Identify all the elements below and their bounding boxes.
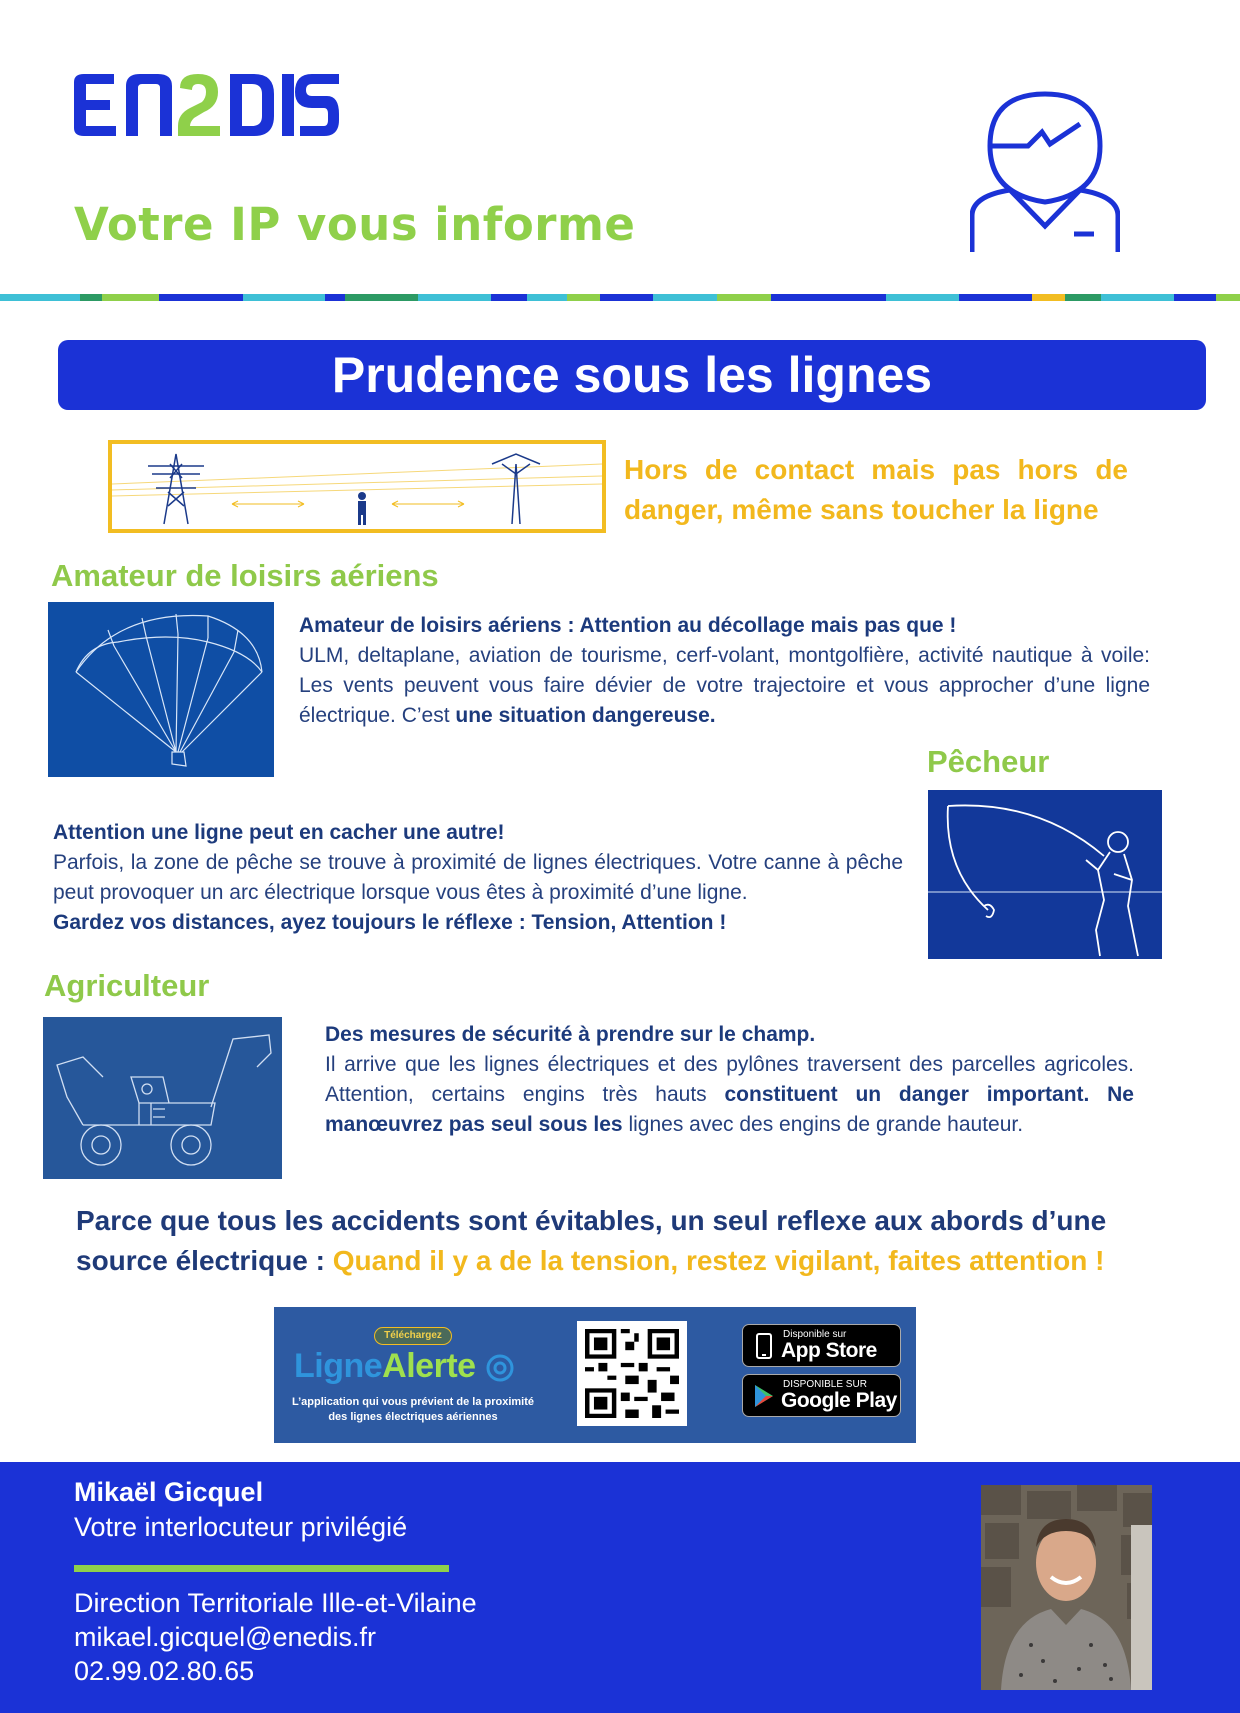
download-badge: Téléchargez [374, 1327, 452, 1345]
section-text-farmer [325, 1020, 1134, 1140]
contact-name: Mikaël Gicquel [74, 1477, 264, 1507]
app-store-button[interactable] [742, 1324, 901, 1367]
contact-email[interactable]: mikael.gicquel@enedis.fr [74, 1622, 377, 1652]
closing-text: Parce que tous les accidents sont évitables, un seul reflexe aux abords d’une source électrique : [76, 1205, 1107, 1276]
contact-footer [0, 1462, 1240, 1713]
farmer-tail: lignes avec des engins de grande hauteur. [622, 1113, 1024, 1136]
divider [74, 1565, 449, 1572]
google-play-label: Google Play [781, 1389, 897, 1412]
phone-icon [753, 1333, 775, 1359]
app-name [294, 1347, 515, 1386]
fisher-emphasis: Gardez vos distances, ayez toujours le réflexe : Tension, Attention ! [53, 911, 727, 934]
signal-icon [485, 1353, 515, 1383]
closing-highlight: Quand il y a de la tension, restez vigilant, faites attention ! [332, 1245, 1105, 1276]
farmer-emphasis: constituent un danger important. Ne manœuvrez pas seul sous les [325, 1083, 1134, 1136]
google-play-small: DISPONIBLE SUR [783, 1379, 867, 1390]
paraglider-icon [48, 602, 274, 777]
app-tagline: L’application qui vous prévient de la proximité des lignes électriques aériennes [291, 1396, 535, 1423]
qr-code[interactable] [577, 1321, 687, 1426]
play-icon [753, 1383, 775, 1409]
contact-phone[interactable]: 02.99.02.80.65 [74, 1656, 255, 1686]
contact-direction: Direction Territoriale Ille-et-Vilaine [74, 1588, 477, 1618]
contact-role: Votre interlocuteur privilégié [74, 1512, 408, 1542]
section-text-fisher [53, 818, 903, 938]
section-text-aerial [299, 611, 1150, 731]
fisherman-icon [928, 790, 1162, 959]
app-store-small: Disponible sur [783, 1329, 847, 1340]
farmer-lead: Des mesures de sécurité à prendre sur le champ. [325, 1023, 816, 1046]
decorative-stripe [0, 294, 1240, 301]
avatar [981, 1485, 1152, 1690]
section-title-aerial: Amateur de loisirs aériens [51, 558, 439, 593]
page-title: Prudence sous les lignes [331, 347, 933, 403]
app-name-part1: Ligne [294, 1347, 383, 1385]
fisher-lead: Attention une ligne peut en cacher une autre! [53, 821, 505, 844]
person-icon [970, 84, 1120, 254]
enedis-logo [74, 74, 339, 136]
aerial-lead: Amateur de loisirs aériens : Attention au décollage mais pas que ! [299, 614, 957, 637]
power-line-icon [112, 444, 602, 529]
app-name-part2: Alerte [382, 1347, 476, 1385]
google-play-button[interactable] [742, 1374, 901, 1417]
fisher-body: Parfois, la zone de pêche se trouve à proximité de lignes électriques. Votre canne à pêche peut provoquer un arc électrique lorsque vous êtes à proximité d’une ligne. [53, 851, 903, 904]
aerial-emphasis: une situation dangereuse. [455, 704, 716, 727]
tractor-icon [43, 1017, 282, 1179]
warning-message: Hors de contact mais pas hors de danger, même sans toucher la ligne [624, 454, 1128, 525]
farmer-body: Il arrive que les lignes électriques et des pylônes traversent des parcelles agricoles. Attention, certains engins très hauts [325, 1053, 1134, 1106]
closing-message [76, 1201, 1166, 1281]
section-title-farmer: Agriculteur [44, 968, 210, 1003]
qr-code-icon [585, 1329, 679, 1418]
app-banner [274, 1307, 916, 1443]
title-banner [58, 340, 1206, 410]
header-subtitle: Votre IP vous informe [74, 198, 636, 251]
app-store-label: App Store [781, 1339, 877, 1362]
section-title-fisher: Pêcheur [927, 744, 1050, 779]
pylon-illustration [108, 440, 606, 533]
aerial-body: ULM, deltaplane, aviation de tourisme, cerf-volant, montgolfière, activité nautique à voile: Les vents peuvent vous faire dévier de votre trajectoire et vous approcher d’une ligne électrique. C’est [299, 644, 1150, 727]
